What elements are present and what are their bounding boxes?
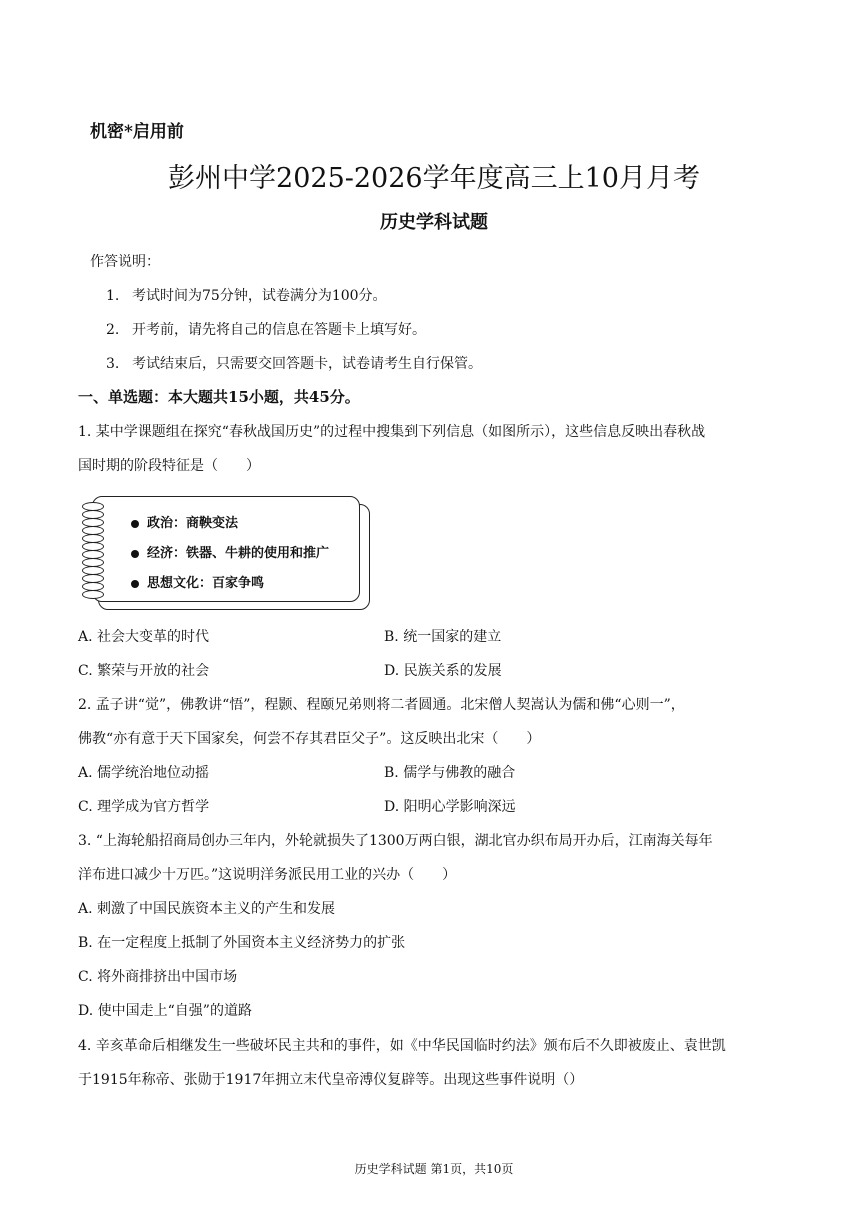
option-d[interactable]: D. 使中国走上“自强”的道路 <box>78 1003 252 1019</box>
bullet-icon <box>131 550 139 558</box>
question-2-line-1: 2. 孟子讲“觉”，佛教讲“悟”，程颢、程颐兄弟则将二者圆通。北宋僧人契嵩认为儒和佛“心则一”， <box>78 697 685 713</box>
option-b[interactable]: B. 在一定程度上抵制了外国资本主义经济势力的扩张 <box>78 935 406 951</box>
option-d[interactable]: D. 阳明心学影响深远 <box>384 799 516 815</box>
note-number: 1. <box>106 288 120 304</box>
question-2-line-2: 佛教“亦有意于天下国家矣，何尝不存其君臣父子”。这反映出北宋（ ） <box>78 731 541 747</box>
option-d[interactable]: D. 民族关系的发展 <box>384 663 502 679</box>
option-a[interactable]: A. 刺激了中国民族资本主义的产生和发展 <box>78 901 336 917</box>
option-c[interactable]: C. 繁荣与开放的社会 <box>78 663 210 679</box>
exam-subtitle: 历史学科试题 <box>380 212 488 233</box>
bullet-icon <box>131 520 139 528</box>
question-4-line-2: 于1915年称帝、张勋于1917年拥立末代皇帝溥仪复辟等。出现这些事件说明（） <box>78 1072 584 1088</box>
question-3-line-2: 洋布进口减少十万匹。”这说明洋务派民用工业的兴办（ ） <box>78 867 457 883</box>
page-footer: 历史学科试题 第1页，共10页 <box>354 1162 514 1176</box>
option-b[interactable]: B. 统一国家的建立 <box>384 629 502 645</box>
confidential-label: 机密*启用前 <box>90 122 184 142</box>
note-item <box>106 285 387 305</box>
note-item <box>106 353 482 373</box>
notebook-figure <box>90 496 366 606</box>
option-b[interactable]: B. 儒学与佛教的融合 <box>384 765 516 781</box>
figure-item: 经济：铁器、牛耕的使用和推广 <box>131 542 329 561</box>
figure-item: 政治：商鞅变法 <box>131 512 238 531</box>
option-c[interactable]: C. 将外商排挤出中国市场 <box>78 969 238 985</box>
question-1-line-2: 国时期的阶段特征是（ ） <box>78 458 260 474</box>
spiral-ring-icon <box>82 590 104 599</box>
note-text: 考试结束后，只需要交回答题卡，试卷请考生自行保管。 <box>132 356 482 372</box>
question-1-line-1: 1. 某中学课题组在探究“春秋战国历史”的过程中搜集到下列信息（如图所示），这些信息反映出春秋战 <box>78 424 706 440</box>
section-title: 一、单选题：本大题共15小题，共45分。 <box>78 388 360 406</box>
question-4-line-1: 4. 辛亥革命后相继发生一些破坏民主共和的事件，如《中华民国临时约法》颁布后不久即被废止、袁世凯 <box>78 1038 726 1054</box>
option-a[interactable]: A. 儒学统治地位动摇 <box>78 765 210 781</box>
notebook-front-page <box>92 496 360 602</box>
bullet-icon <box>131 580 139 588</box>
exam-title: 彭州中学2025-2026学年度高三上10月月考 <box>168 163 700 194</box>
figure-item: 思想文化：百家争鸣 <box>131 572 264 591</box>
question-3-line-1: 3. “上海轮船招商局创办三年内，外轮就损失了1300万两白银，湖北官办织布局开办后，江南海关每年 <box>78 833 713 849</box>
option-a[interactable]: A. 社会大变革的时代 <box>78 629 210 645</box>
note-number: 2. <box>106 322 120 338</box>
notes-heading: 作答说明： <box>90 254 160 270</box>
note-text: 开考前，请先将自己的信息在答题卡上填写好。 <box>132 322 426 338</box>
note-text: 考试时间为75分钟，试卷满分为100分。 <box>132 288 387 304</box>
option-c[interactable]: C. 理学成为官方哲学 <box>78 799 210 815</box>
note-number: 3. <box>106 356 120 372</box>
note-item <box>106 319 426 339</box>
